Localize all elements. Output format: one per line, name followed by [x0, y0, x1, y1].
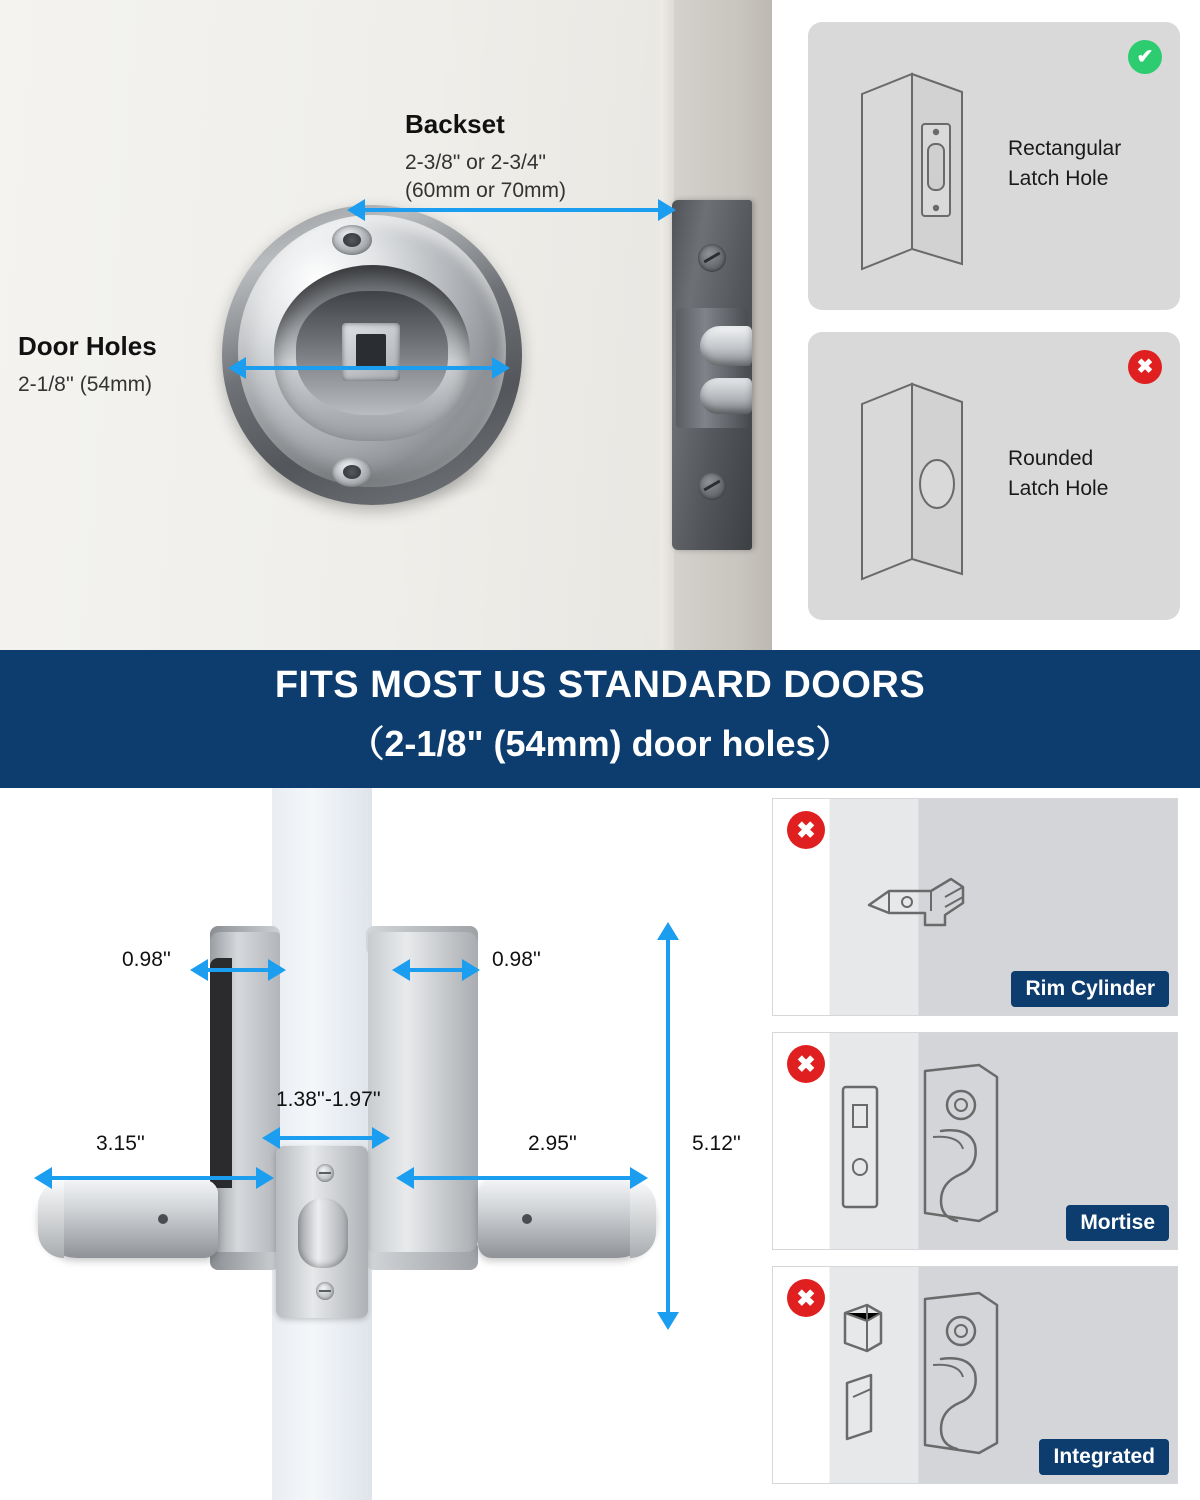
- dim-right-width-head-left: [392, 959, 410, 981]
- door-holes-label-block: [18, 330, 157, 399]
- door-holes-arrow-head-left: [228, 357, 246, 379]
- cross-icon-mortise: ✖: [787, 1045, 825, 1083]
- rim-cylinder-drawing: [859, 867, 979, 942]
- interior-lever-handle: [478, 1180, 656, 1258]
- thumbturn-knob: [298, 1198, 348, 1268]
- dim-door-thickness-line: [276, 1136, 380, 1140]
- screw-post-bottom: [332, 457, 372, 487]
- dim-left-width-head-right: [268, 959, 286, 981]
- dim-right-depth-label: 2.95'': [528, 1132, 577, 1155]
- exterior-keypad-strip: [210, 958, 232, 1188]
- deadbolt-lower: [700, 378, 752, 414]
- dim-right-depth-head-right: [630, 1167, 648, 1189]
- cross-icon-rim-cylinder: ✖: [787, 811, 825, 849]
- card-mortise: [772, 1032, 1178, 1250]
- fits-most-doors-banner: [0, 650, 1200, 788]
- cross-icon-integrated: ✖: [787, 1279, 825, 1317]
- dim-height-head-top: [657, 922, 679, 940]
- thumbturn-screw-bottom: [316, 1282, 334, 1300]
- dim-left-width-label: 0.98'': [122, 948, 171, 971]
- rounded-latch-line2: Latch Hole: [1008, 477, 1109, 500]
- dim-door-thickness-head-left: [262, 1127, 280, 1149]
- banner-line2: （2-1/8" (54mm) door holes）: [348, 723, 852, 764]
- rounded-latch-drawing: [842, 374, 982, 584]
- bottom-dimensions-section: [0, 788, 1200, 1500]
- rim-cylinder-label: Rim Cylinder: [1011, 971, 1169, 1007]
- door-bore-hole-illustration: [222, 205, 522, 510]
- rectangular-latch-line2: Latch Hole: [1008, 167, 1109, 190]
- tailpiece-slot: [342, 323, 400, 381]
- screw-post-top: [332, 225, 372, 255]
- lever-pin-left: [158, 1214, 168, 1224]
- backset-arrow-line: [365, 208, 665, 212]
- lever-pin-right: [522, 1214, 532, 1224]
- check-icon: ✔: [1128, 40, 1162, 74]
- dim-left-width-head-left: [190, 959, 208, 981]
- backset-line2: (60mm or 70mm): [405, 178, 567, 202]
- rectangular-latch-drawing: [842, 64, 982, 274]
- dim-height-label: 5.12'': [692, 1132, 741, 1155]
- door-holes-value: 2-1/8'' (54mm): [18, 372, 153, 396]
- thumbturn-screw-top: [316, 1164, 334, 1182]
- door-holes-title: Door Holes: [18, 331, 157, 361]
- card-integrated: [772, 1266, 1178, 1484]
- door-holes-arrow-head-right: [492, 357, 510, 379]
- dim-left-depth-label: 3.15'': [96, 1132, 145, 1155]
- rectangular-latch-line1: Rectangular: [1008, 137, 1122, 160]
- dim-door-thickness-label: 1.38''-1.97'': [276, 1088, 381, 1111]
- dim-door-thickness-head-right: [372, 1127, 390, 1149]
- card-rectangular-latch-hole: [808, 22, 1180, 310]
- mortise-label: Mortise: [1066, 1205, 1169, 1241]
- dim-right-depth-head-left: [396, 1167, 414, 1189]
- card-rim-cylinder: [772, 798, 1178, 1016]
- cross-icon: ✖: [1128, 350, 1162, 384]
- dim-right-width-head-right: [462, 959, 480, 981]
- dim-left-depth-line: [52, 1176, 264, 1180]
- faceplate-screw-top: [698, 244, 726, 272]
- dim-left-depth-head-left: [34, 1167, 52, 1189]
- top-diagram-section: [0, 0, 1200, 650]
- dim-left-depth-head-right: [256, 1167, 274, 1189]
- rounded-latch-line1: Rounded: [1008, 447, 1094, 470]
- dim-right-width-label: 0.98'': [492, 948, 541, 971]
- door-holes-arrow-line: [246, 366, 498, 370]
- integrated-drawing: [829, 1291, 1049, 1466]
- dim-right-depth-line: [412, 1176, 638, 1180]
- backset-line1: 2-3/8" or 2-3/4": [405, 150, 546, 174]
- dim-height-head-bottom: [657, 1312, 679, 1330]
- card-rounded-latch-hole: [808, 332, 1180, 620]
- faceplate-screw-bottom: [698, 472, 726, 500]
- integrated-label: Integrated: [1039, 1439, 1169, 1475]
- deadbolt-upper: [700, 326, 752, 366]
- backset-title: Backset: [405, 109, 505, 139]
- mortise-drawing: [829, 1061, 1049, 1232]
- thumbturn-plate: [276, 1146, 368, 1318]
- exterior-lever-handle: [38, 1180, 218, 1258]
- dim-height-line: [666, 940, 670, 1318]
- door-cross-section: [272, 788, 372, 1500]
- backset-label-block: [405, 108, 566, 205]
- banner-line1: FITS MOST US STANDARD DOORS: [274, 664, 926, 706]
- backset-arrow-head-left: [347, 199, 365, 221]
- backset-arrow-head-right: [658, 199, 676, 221]
